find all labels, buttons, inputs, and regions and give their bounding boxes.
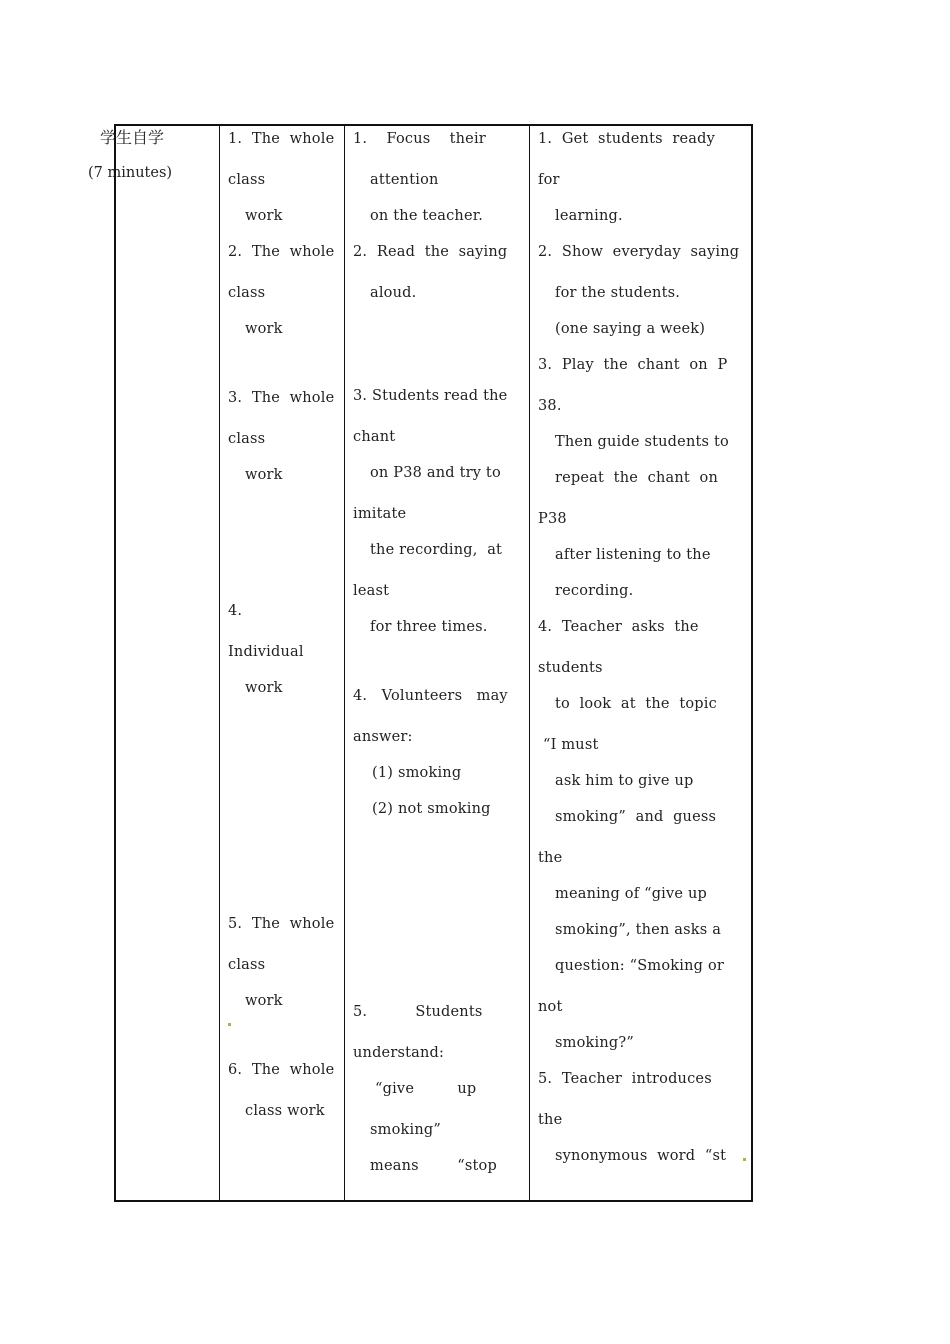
teacher-line: 4. Teacher asks the xyxy=(538,619,699,635)
student-line: means “stop xyxy=(370,1158,497,1174)
student-line: on P38 and try to xyxy=(370,465,501,481)
teacher-line: not xyxy=(538,999,563,1015)
teacher-line: after listening to the xyxy=(555,547,711,563)
teacher-line: synonymous word “st xyxy=(555,1148,727,1164)
student-line: imitate xyxy=(353,506,407,522)
teacher-line: to look at the topic xyxy=(555,696,717,712)
student-line: answer: xyxy=(353,729,413,745)
organization-line: work xyxy=(245,993,283,1009)
stage-time: (7 minutes) xyxy=(88,165,173,181)
teacher-line: “I must xyxy=(543,737,599,753)
teacher-line: the xyxy=(538,1112,563,1128)
teacher-line: for xyxy=(538,172,560,188)
teacher-line: smoking”, then asks a xyxy=(555,922,722,938)
column-divider xyxy=(219,124,220,1202)
organization-line: Individual xyxy=(228,644,304,660)
student-line: (2) not smoking xyxy=(372,801,491,817)
teacher-line: P38 xyxy=(538,511,567,527)
teacher-line: smoking” and guess xyxy=(555,809,717,825)
organization-line: 4. xyxy=(228,603,243,619)
organization-line: class xyxy=(228,285,266,301)
stage-title: 学生自学 xyxy=(100,128,165,147)
student-line: 5. Students xyxy=(353,1004,483,1020)
column-divider xyxy=(529,124,530,1202)
student-line: for three times. xyxy=(370,619,488,635)
organization-line: work xyxy=(245,208,283,224)
teacher-line: (one saying a week) xyxy=(555,321,706,337)
teacher-line: 1. Get students ready xyxy=(538,131,715,147)
teacher-line: students xyxy=(538,660,603,676)
student-line: 3. Students read the xyxy=(353,388,508,404)
organization-line: class xyxy=(228,431,266,447)
teacher-line: meaning of “give up xyxy=(555,886,708,902)
teacher-line: 5. Teacher introduces xyxy=(538,1071,712,1087)
organization-line: 6. The whole xyxy=(228,1062,335,1078)
teacher-line: Then guide students to xyxy=(555,434,729,450)
teacher-line: the xyxy=(538,850,563,866)
student-line: aloud. xyxy=(370,285,417,301)
teacher-line: for the students. xyxy=(555,285,681,301)
student-line: 2. Read the saying xyxy=(353,244,508,260)
organization-line: class work xyxy=(245,1103,325,1119)
student-line: (1) smoking xyxy=(372,765,462,781)
teacher-line: question: “Smoking or xyxy=(555,958,725,974)
student-line: understand: xyxy=(353,1045,445,1061)
organization-line: 2. The whole xyxy=(228,244,335,260)
student-line: chant xyxy=(353,429,396,445)
column-divider xyxy=(344,124,345,1202)
organization-line: work xyxy=(245,321,283,337)
marker-dot xyxy=(743,1158,746,1161)
marker-dot xyxy=(228,1023,231,1026)
organization-line: 5. The whole xyxy=(228,916,335,932)
organization-line: class xyxy=(228,172,266,188)
organization-line: work xyxy=(245,467,283,483)
organization-line: class xyxy=(228,957,266,973)
teacher-line: smoking?” xyxy=(555,1035,634,1051)
student-line: 1. Focus their xyxy=(353,131,486,147)
student-line: “give up xyxy=(375,1081,477,1097)
teacher-line: recording. xyxy=(555,583,634,599)
teacher-line: repeat the chant on xyxy=(555,470,718,486)
teacher-line: 3. Play the chant on P xyxy=(538,357,728,373)
teacher-line: ask him to give up xyxy=(555,773,694,789)
student-line: attention xyxy=(370,172,439,188)
organization-line: 1. The whole xyxy=(228,131,335,147)
teacher-line: 2. Show everyday saying xyxy=(538,244,740,260)
student-line: the recording, at xyxy=(370,542,503,558)
student-line: on the teacher. xyxy=(370,208,484,224)
student-line: least xyxy=(353,583,390,599)
student-line: 4. Volunteers may xyxy=(353,688,508,704)
student-line: smoking” xyxy=(370,1122,441,1138)
teacher-line: learning. xyxy=(555,208,623,224)
organization-line: 3. The whole xyxy=(228,390,335,406)
teacher-line: 38. xyxy=(538,398,562,414)
organization-line: work xyxy=(245,680,283,696)
